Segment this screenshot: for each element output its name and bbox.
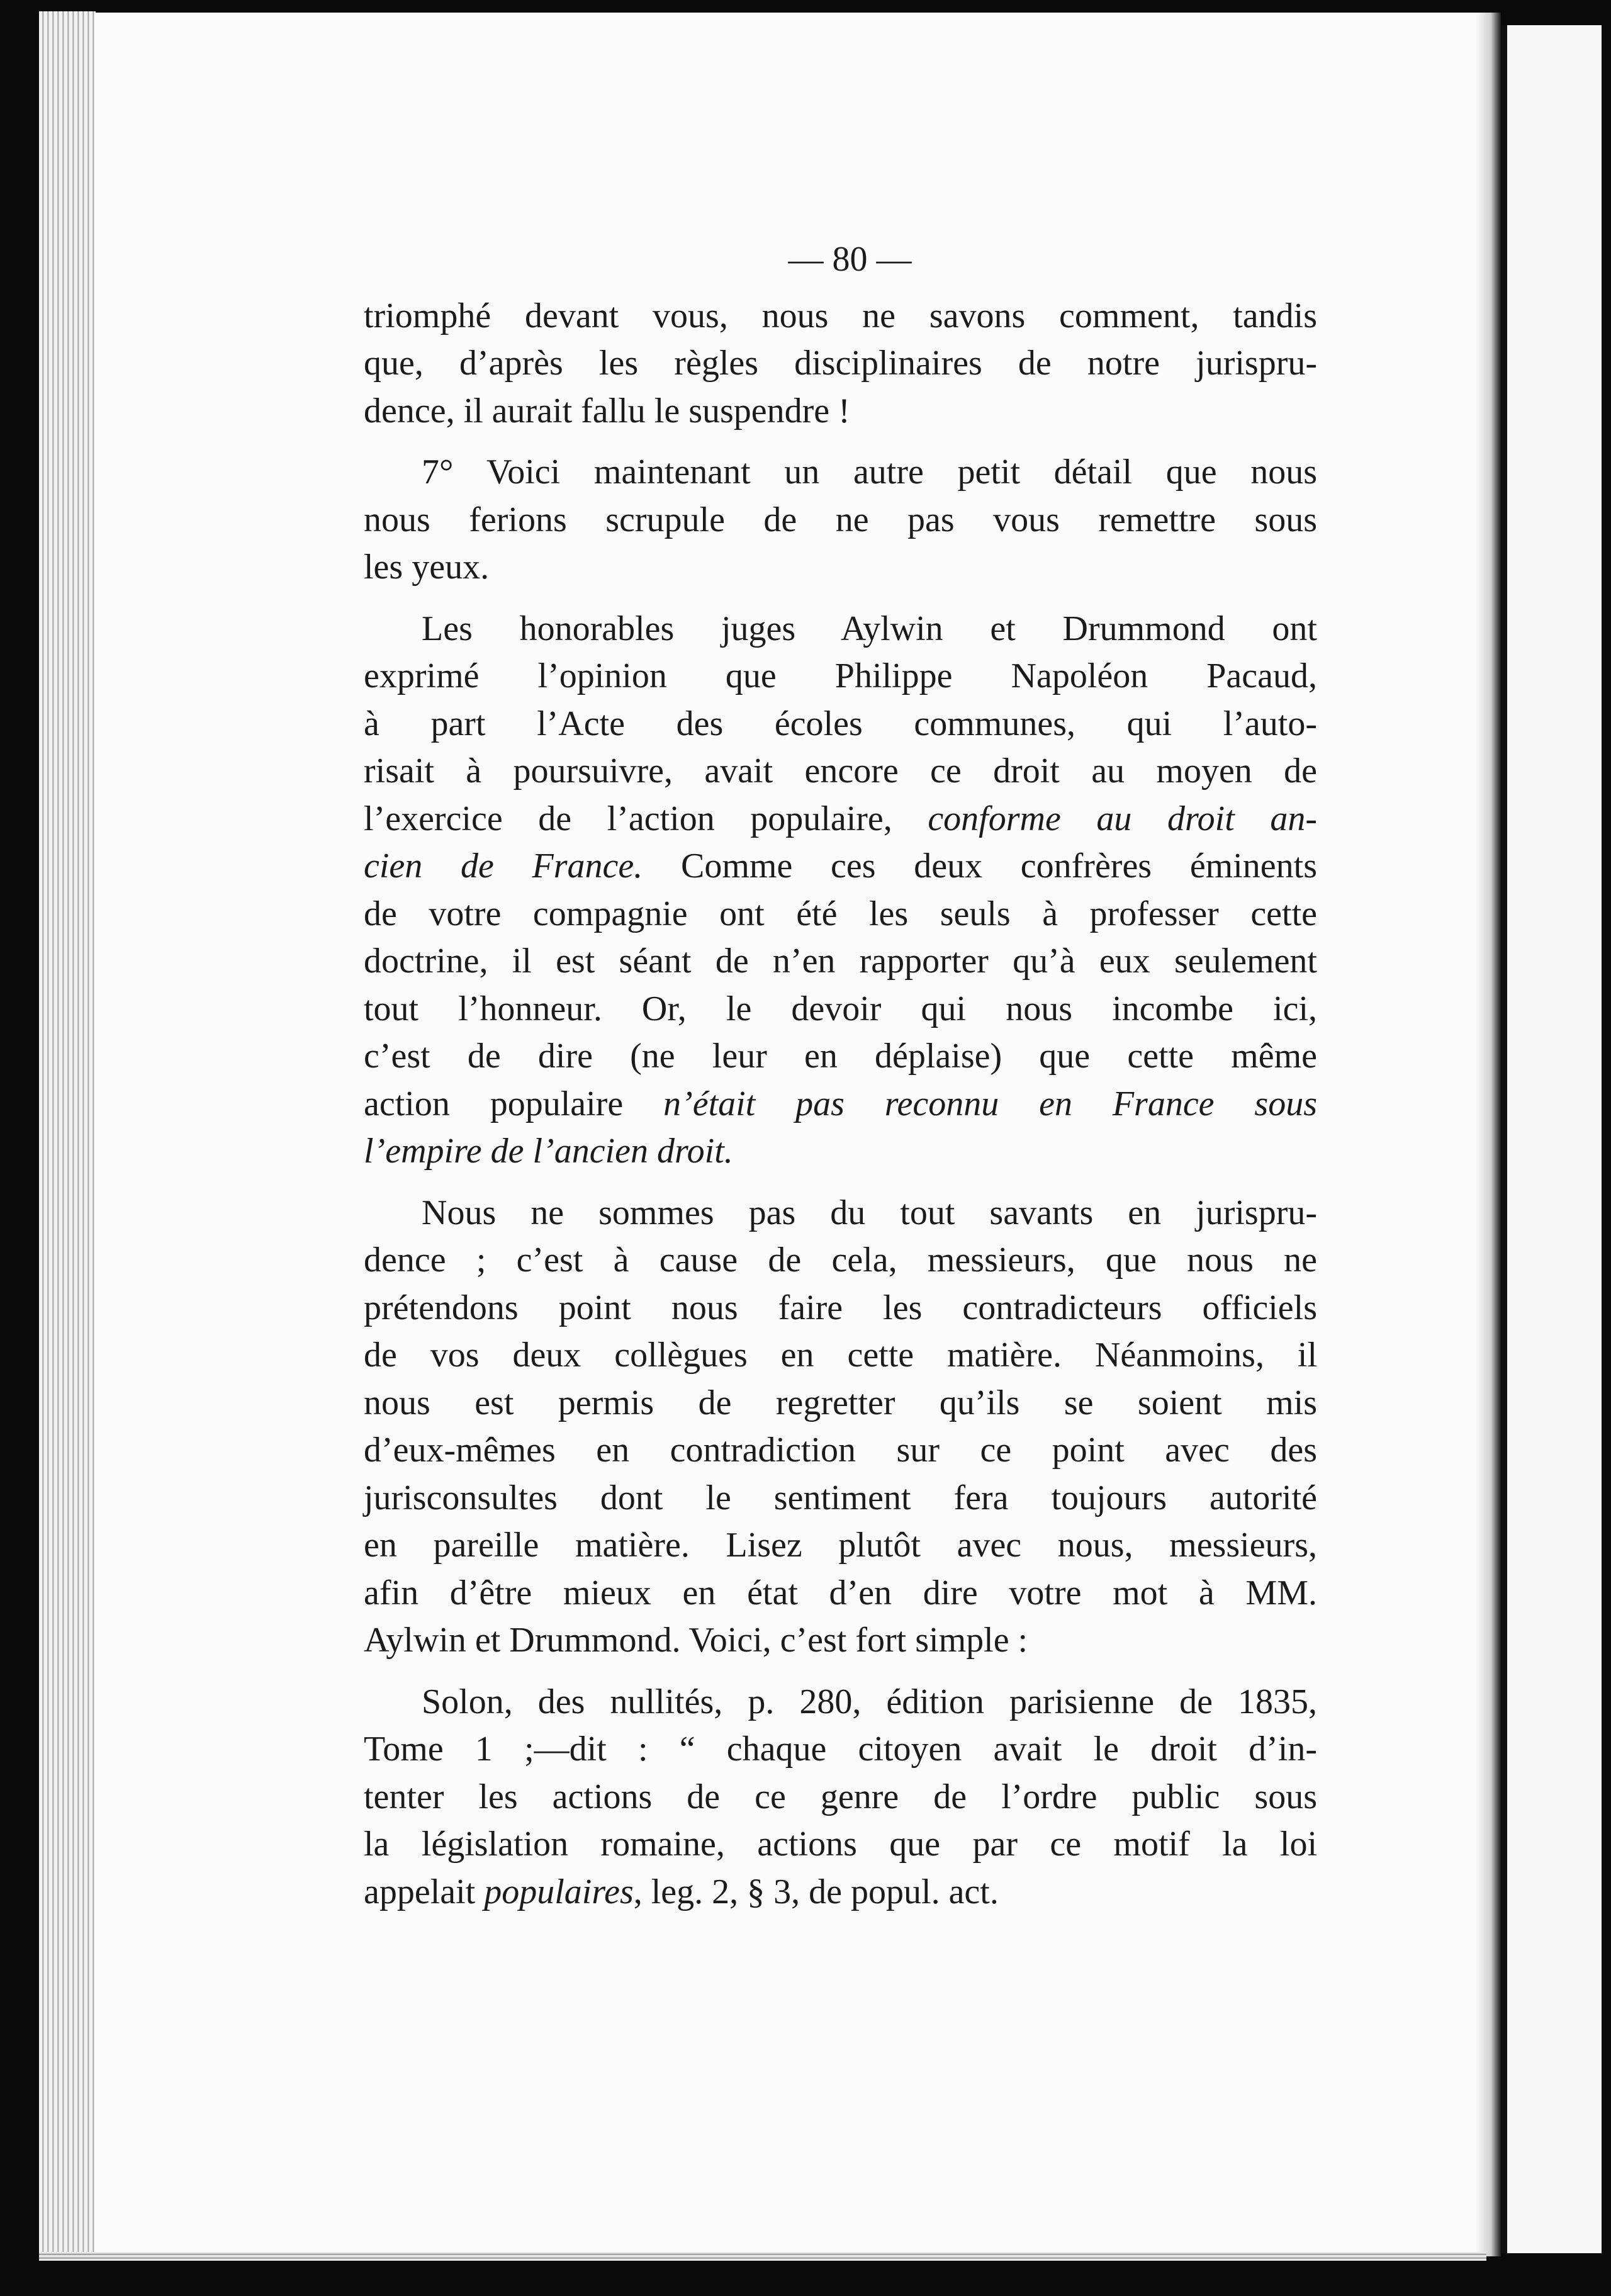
text-line bbox=[364, 1475, 1317, 1522]
text-line bbox=[364, 1033, 1317, 1081]
text-line bbox=[364, 1617, 1317, 1665]
text-run: nous ferions scrupule de ne pas vous remettre sous bbox=[364, 500, 1317, 539]
text-line bbox=[364, 1190, 1317, 1237]
text-line bbox=[364, 1522, 1317, 1570]
paragraph bbox=[364, 1679, 1317, 1916]
text-run: prétendons point nous faire les contradicteurs officiels bbox=[364, 1288, 1317, 1327]
text-run: Comme ces deux confrères éminents bbox=[643, 847, 1317, 886]
page-text-block bbox=[364, 236, 1317, 1916]
text-line bbox=[364, 388, 1317, 436]
text-line bbox=[364, 986, 1317, 1033]
text-line bbox=[364, 293, 1317, 340]
text-line bbox=[364, 1427, 1317, 1475]
text-line bbox=[364, 701, 1317, 748]
facing-page-edge bbox=[1501, 25, 1602, 2253]
text-run: , leg. 2, § 3, de popul. act. bbox=[633, 1872, 999, 1911]
page-stack-edge bbox=[39, 11, 96, 2252]
text-run: tout l’honneur. Or, le devoir qui nous incombe ici, bbox=[364, 989, 1317, 1028]
text-line bbox=[364, 1128, 1317, 1176]
text-run: appelait bbox=[364, 1872, 485, 1911]
text-run: d’eux-mêmes en contradiction sur ce point avec des bbox=[364, 1431, 1317, 1470]
text-run: risait à poursuivre, avait encore ce droit au moyen de bbox=[364, 751, 1317, 791]
page-number: — 80 — bbox=[788, 240, 912, 279]
text-run: de votre compagnie ont été les seuls à professer cette bbox=[364, 894, 1317, 933]
text-run: Solon, des nullités, p. 280, édition parisienne de 1835, bbox=[422, 1682, 1317, 1721]
italic-text: n’était pas reconnu en France sous bbox=[663, 1084, 1317, 1123]
text-run: Les honorables juges Aylwin et Drummond ont bbox=[422, 609, 1317, 648]
text-run: de vos deux collègues en cette matière. Néanmoins, il bbox=[364, 1336, 1317, 1375]
text-run: tenter les actions de ce genre de l’ordre public sous bbox=[364, 1777, 1317, 1816]
page-bottom-edge bbox=[39, 2252, 1486, 2261]
text-line bbox=[364, 1869, 1317, 1916]
italic-text: populaires bbox=[484, 1872, 634, 1911]
text-run: dence, il aurait fallu le suspendre ! bbox=[364, 391, 850, 430]
text-run: action populaire bbox=[364, 1084, 664, 1123]
text-run: les yeux. bbox=[364, 548, 490, 587]
text-line bbox=[364, 497, 1317, 544]
text-line bbox=[364, 1285, 1317, 1332]
italic-text: l’empire de l’ancien droit. bbox=[364, 1132, 733, 1171]
spine-shadow bbox=[1476, 13, 1501, 2256]
text-run: c’est de dire (ne leur en déplaise) que cette même bbox=[364, 1037, 1317, 1076]
text-line bbox=[364, 1332, 1317, 1380]
paragraph bbox=[364, 293, 1317, 436]
text-run: que, d’après les règles disciplinaires de notre jurispru- bbox=[364, 344, 1317, 383]
text-line bbox=[364, 843, 1317, 891]
text-line bbox=[364, 340, 1317, 388]
text-run: la législation romaine, actions que par ce motif la loi bbox=[364, 1825, 1317, 1864]
text-line bbox=[364, 1237, 1317, 1285]
text-line bbox=[364, 449, 1317, 497]
text-run: exprimé l’opinion que Philippe Napoléon Pacaud, bbox=[364, 656, 1317, 695]
text-run: Tome 1 ;—dit : “ chaque citoyen avait le droit d’in- bbox=[364, 1730, 1317, 1769]
text-line bbox=[364, 938, 1317, 986]
text-line bbox=[364, 1726, 1317, 1774]
text-run: nous est permis de regretter qu’ils se soient mis bbox=[364, 1383, 1317, 1422]
body-paragraphs bbox=[364, 293, 1317, 1916]
text-line bbox=[364, 796, 1317, 843]
paragraph bbox=[364, 449, 1317, 592]
text-run: l’exercice de l’action populaire, bbox=[364, 799, 928, 838]
italic-text: conforme au droit an- bbox=[928, 799, 1318, 838]
text-run: à part l’Acte des écoles communes, qui l’auto- bbox=[364, 704, 1317, 743]
text-line bbox=[364, 1081, 1317, 1128]
paragraph bbox=[364, 1190, 1317, 1665]
text-run: en pareille matière. Lisez plutôt avec nous, messieurs, bbox=[364, 1526, 1317, 1565]
text-run: afin d’être mieux en état d’en dire votre mot à MM. bbox=[364, 1573, 1317, 1612]
text-line bbox=[364, 1774, 1317, 1821]
text-run: jurisconsultes dont le sentiment fera toujours autorité bbox=[364, 1478, 1317, 1517]
text-line bbox=[364, 605, 1317, 653]
paragraph bbox=[364, 605, 1317, 1176]
text-run: 7° Voici maintenant un autre petit détail que nous bbox=[422, 453, 1317, 492]
text-line bbox=[364, 653, 1317, 701]
text-line bbox=[364, 1821, 1317, 1869]
text-line bbox=[364, 1380, 1317, 1427]
text-run: Aylwin et Drummond. Voici, c’est fort simple : bbox=[364, 1621, 1028, 1660]
text-run: Nous ne sommes pas du tout savants en jurispru- bbox=[422, 1193, 1317, 1232]
text-line bbox=[364, 1570, 1317, 1618]
text-run: doctrine, il est séant de n’en rapporter qu’à eux seulement bbox=[364, 942, 1317, 981]
text-line bbox=[364, 891, 1317, 938]
text-line bbox=[364, 748, 1317, 796]
text-run: dence ; c’est à cause de cela, messieurs, que nous ne bbox=[364, 1241, 1317, 1280]
text-run: triomphé devant vous, nous ne savons comment, tandis bbox=[364, 296, 1317, 335]
text-line bbox=[364, 544, 1317, 592]
text-line bbox=[364, 1679, 1317, 1726]
italic-text: cien de France. bbox=[364, 847, 643, 886]
